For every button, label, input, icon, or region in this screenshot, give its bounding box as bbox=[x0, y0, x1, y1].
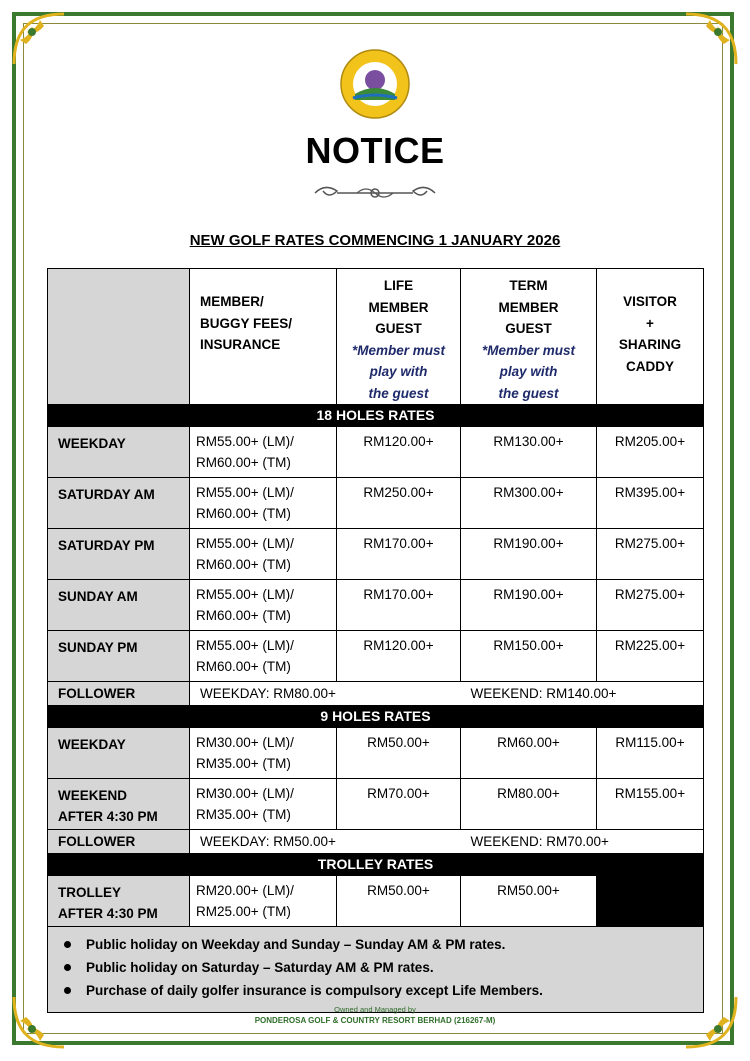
rate-line: RM25.00+ (TM) bbox=[196, 904, 291, 919]
visitor-rate: RM275.00+ bbox=[597, 529, 704, 580]
visitor-rate: RM115.00+ bbox=[597, 728, 704, 779]
term-rate: RM130.00+ bbox=[461, 427, 597, 478]
row-label: SATURDAY AM bbox=[48, 478, 190, 529]
member-rate bbox=[190, 580, 337, 631]
rate-line: RM60.00+ (TM) bbox=[196, 608, 291, 623]
visitor-na-cell bbox=[597, 876, 704, 927]
term-rate: RM190.00+ bbox=[461, 529, 597, 580]
header-blank-cell bbox=[48, 269, 190, 405]
follower-weekday-rate: WEEKDAY: RM80.00+ bbox=[190, 682, 461, 706]
header-note: play with bbox=[369, 364, 428, 379]
header-life bbox=[337, 269, 461, 405]
notes-list bbox=[60, 933, 703, 1002]
table-row bbox=[48, 728, 704, 779]
term-rate: RM150.00+ bbox=[461, 631, 597, 682]
label-line: TROLLEY bbox=[58, 885, 121, 900]
term-rate: RM300.00+ bbox=[461, 478, 597, 529]
member-rate bbox=[190, 478, 337, 529]
band-18-holes bbox=[48, 405, 704, 427]
row-label bbox=[48, 728, 190, 779]
table-row bbox=[48, 580, 704, 631]
corner-ornament-icon bbox=[10, 10, 68, 68]
term-rate: RM60.00+ bbox=[461, 728, 597, 779]
member-rate bbox=[190, 779, 337, 830]
header-text: LIFE bbox=[383, 278, 414, 293]
visitor-rate: RM155.00+ bbox=[597, 779, 704, 830]
term-rate: RM50.00+ bbox=[461, 876, 597, 927]
header-text: VISITOR bbox=[623, 294, 677, 309]
row-label: FOLLOWER bbox=[48, 830, 190, 854]
rate-line: RM60.00+ (TM) bbox=[196, 659, 291, 674]
band-label: 9 HOLES RATES bbox=[48, 706, 704, 728]
life-rate: RM170.00+ bbox=[337, 580, 461, 631]
club-logo-icon bbox=[339, 48, 411, 120]
label-line: AFTER 4:30 PM bbox=[58, 809, 158, 824]
follower-row bbox=[48, 682, 704, 706]
rate-line: RM35.00+ (TM) bbox=[196, 756, 291, 771]
header-text: GUEST bbox=[505, 321, 552, 336]
subtitle: NEW GOLF RATES COMMENCING 1 JANUARY 2026 bbox=[189, 232, 561, 249]
follower-row bbox=[48, 830, 704, 854]
follower-weekend-rate: WEEKEND: RM70.00+ bbox=[461, 830, 704, 854]
header-member bbox=[190, 269, 337, 405]
life-rate: RM50.00+ bbox=[337, 728, 461, 779]
life-rate: RM50.00+ bbox=[337, 876, 461, 927]
header-text: MEMBER bbox=[498, 299, 559, 315]
notes-row bbox=[48, 927, 704, 1013]
header-text: INSURANCE bbox=[200, 337, 281, 352]
rate-line: RM30.00+ (LM)/ bbox=[196, 735, 294, 750]
follower-weekday-rate: WEEKDAY: RM50.00+ bbox=[190, 830, 461, 854]
life-rate: RM170.00+ bbox=[337, 529, 461, 580]
life-rate: RM120.00+ bbox=[337, 427, 461, 478]
table-row bbox=[48, 779, 704, 830]
header-note: *Member must bbox=[481, 342, 576, 358]
member-rate bbox=[190, 876, 337, 927]
rate-line: RM55.00+ (LM)/ bbox=[196, 536, 294, 551]
band-label: TROLLEY RATES bbox=[48, 854, 704, 876]
rate-line: RM30.00+ (LM)/ bbox=[196, 786, 294, 801]
rate-line: RM55.00+ (LM)/ bbox=[196, 638, 294, 653]
visitor-rate: RM275.00+ bbox=[597, 580, 704, 631]
header-text: TERM bbox=[509, 278, 548, 293]
band-trolley bbox=[48, 854, 704, 876]
header-row bbox=[48, 269, 704, 405]
visitor-rate: RM225.00+ bbox=[597, 631, 704, 682]
header-note: play with bbox=[499, 364, 558, 379]
footer-owned: Owned and Managed by bbox=[334, 1005, 416, 1014]
header-visitor bbox=[597, 269, 704, 405]
header-note: *Member must bbox=[351, 342, 446, 358]
header-text: MEMBER bbox=[368, 299, 429, 315]
corner-ornament-icon bbox=[682, 10, 740, 68]
header-note: the guest bbox=[498, 385, 559, 401]
row-label: SUNDAY PM bbox=[48, 631, 190, 682]
row-label: SUNDAY AM bbox=[48, 580, 190, 631]
label-line: WEEKEND bbox=[58, 788, 128, 803]
rate-line: RM55.00+ (LM)/ bbox=[196, 485, 294, 500]
row-label bbox=[48, 779, 190, 830]
band-9-holes bbox=[48, 706, 704, 728]
notes-cell bbox=[48, 927, 704, 1013]
rates-table bbox=[47, 268, 704, 1013]
member-rate bbox=[190, 427, 337, 478]
header-text: MEMBER/ bbox=[200, 294, 264, 309]
term-rate: RM190.00+ bbox=[461, 580, 597, 631]
header-text: + bbox=[646, 315, 654, 331]
member-rate bbox=[190, 631, 337, 682]
rate-line: RM55.00+ (LM)/ bbox=[196, 587, 294, 602]
table-row bbox=[48, 631, 704, 682]
life-rate: RM120.00+ bbox=[337, 631, 461, 682]
row-label: WEEKDAY bbox=[48, 427, 190, 478]
header-text: SHARING bbox=[618, 337, 682, 352]
table-row bbox=[48, 876, 704, 927]
rate-line: RM35.00+ (TM) bbox=[196, 807, 291, 822]
footer-company: PONDEROSA GOLF & COUNTRY RESORT BERHAD (216267-M) bbox=[254, 1016, 496, 1025]
list-item: Purchase of daily golfer insurance is compulsory except Life Members. bbox=[60, 979, 703, 1002]
header-text: CADDY bbox=[625, 358, 674, 374]
rate-line: RM20.00+ (LM)/ bbox=[196, 883, 294, 898]
table-row bbox=[48, 478, 704, 529]
rate-line: RM60.00+ (TM) bbox=[196, 506, 291, 521]
flourish-divider-icon bbox=[305, 182, 445, 204]
rate-line: RM60.00+ (TM) bbox=[196, 455, 291, 470]
list-item: Public holiday on Weekday and Sunday – Sunday AM & PM rates. bbox=[60, 933, 703, 956]
rate-line: RM55.00+ (LM)/ bbox=[196, 434, 294, 449]
header-text: BUGGY FEES/ bbox=[200, 315, 293, 331]
row-label: SATURDAY PM bbox=[48, 529, 190, 580]
member-rate bbox=[190, 529, 337, 580]
row-label bbox=[48, 876, 190, 927]
list-item: Public holiday on Saturday – Saturday AM & PM rates. bbox=[60, 956, 703, 979]
table-row bbox=[48, 427, 704, 478]
visitor-rate: RM205.00+ bbox=[597, 427, 704, 478]
term-rate: RM80.00+ bbox=[461, 779, 597, 830]
table-row bbox=[48, 529, 704, 580]
life-rate: RM70.00+ bbox=[337, 779, 461, 830]
member-rate bbox=[190, 728, 337, 779]
header-note: the guest bbox=[368, 385, 429, 401]
header-term bbox=[461, 269, 597, 405]
follower-weekend-rate: WEEKEND: RM140.00+ bbox=[461, 682, 704, 706]
label-line: WEEKDAY bbox=[58, 737, 126, 752]
band-label: 18 HOLES RATES bbox=[48, 405, 704, 427]
header-text: GUEST bbox=[375, 321, 422, 336]
row-label: FOLLOWER bbox=[48, 682, 190, 706]
rate-line: RM60.00+ (TM) bbox=[196, 557, 291, 572]
visitor-rate: RM395.00+ bbox=[597, 478, 704, 529]
life-rate: RM250.00+ bbox=[337, 478, 461, 529]
label-line: AFTER 4:30 PM bbox=[58, 906, 158, 921]
notice-title: NOTICE bbox=[305, 130, 445, 171]
